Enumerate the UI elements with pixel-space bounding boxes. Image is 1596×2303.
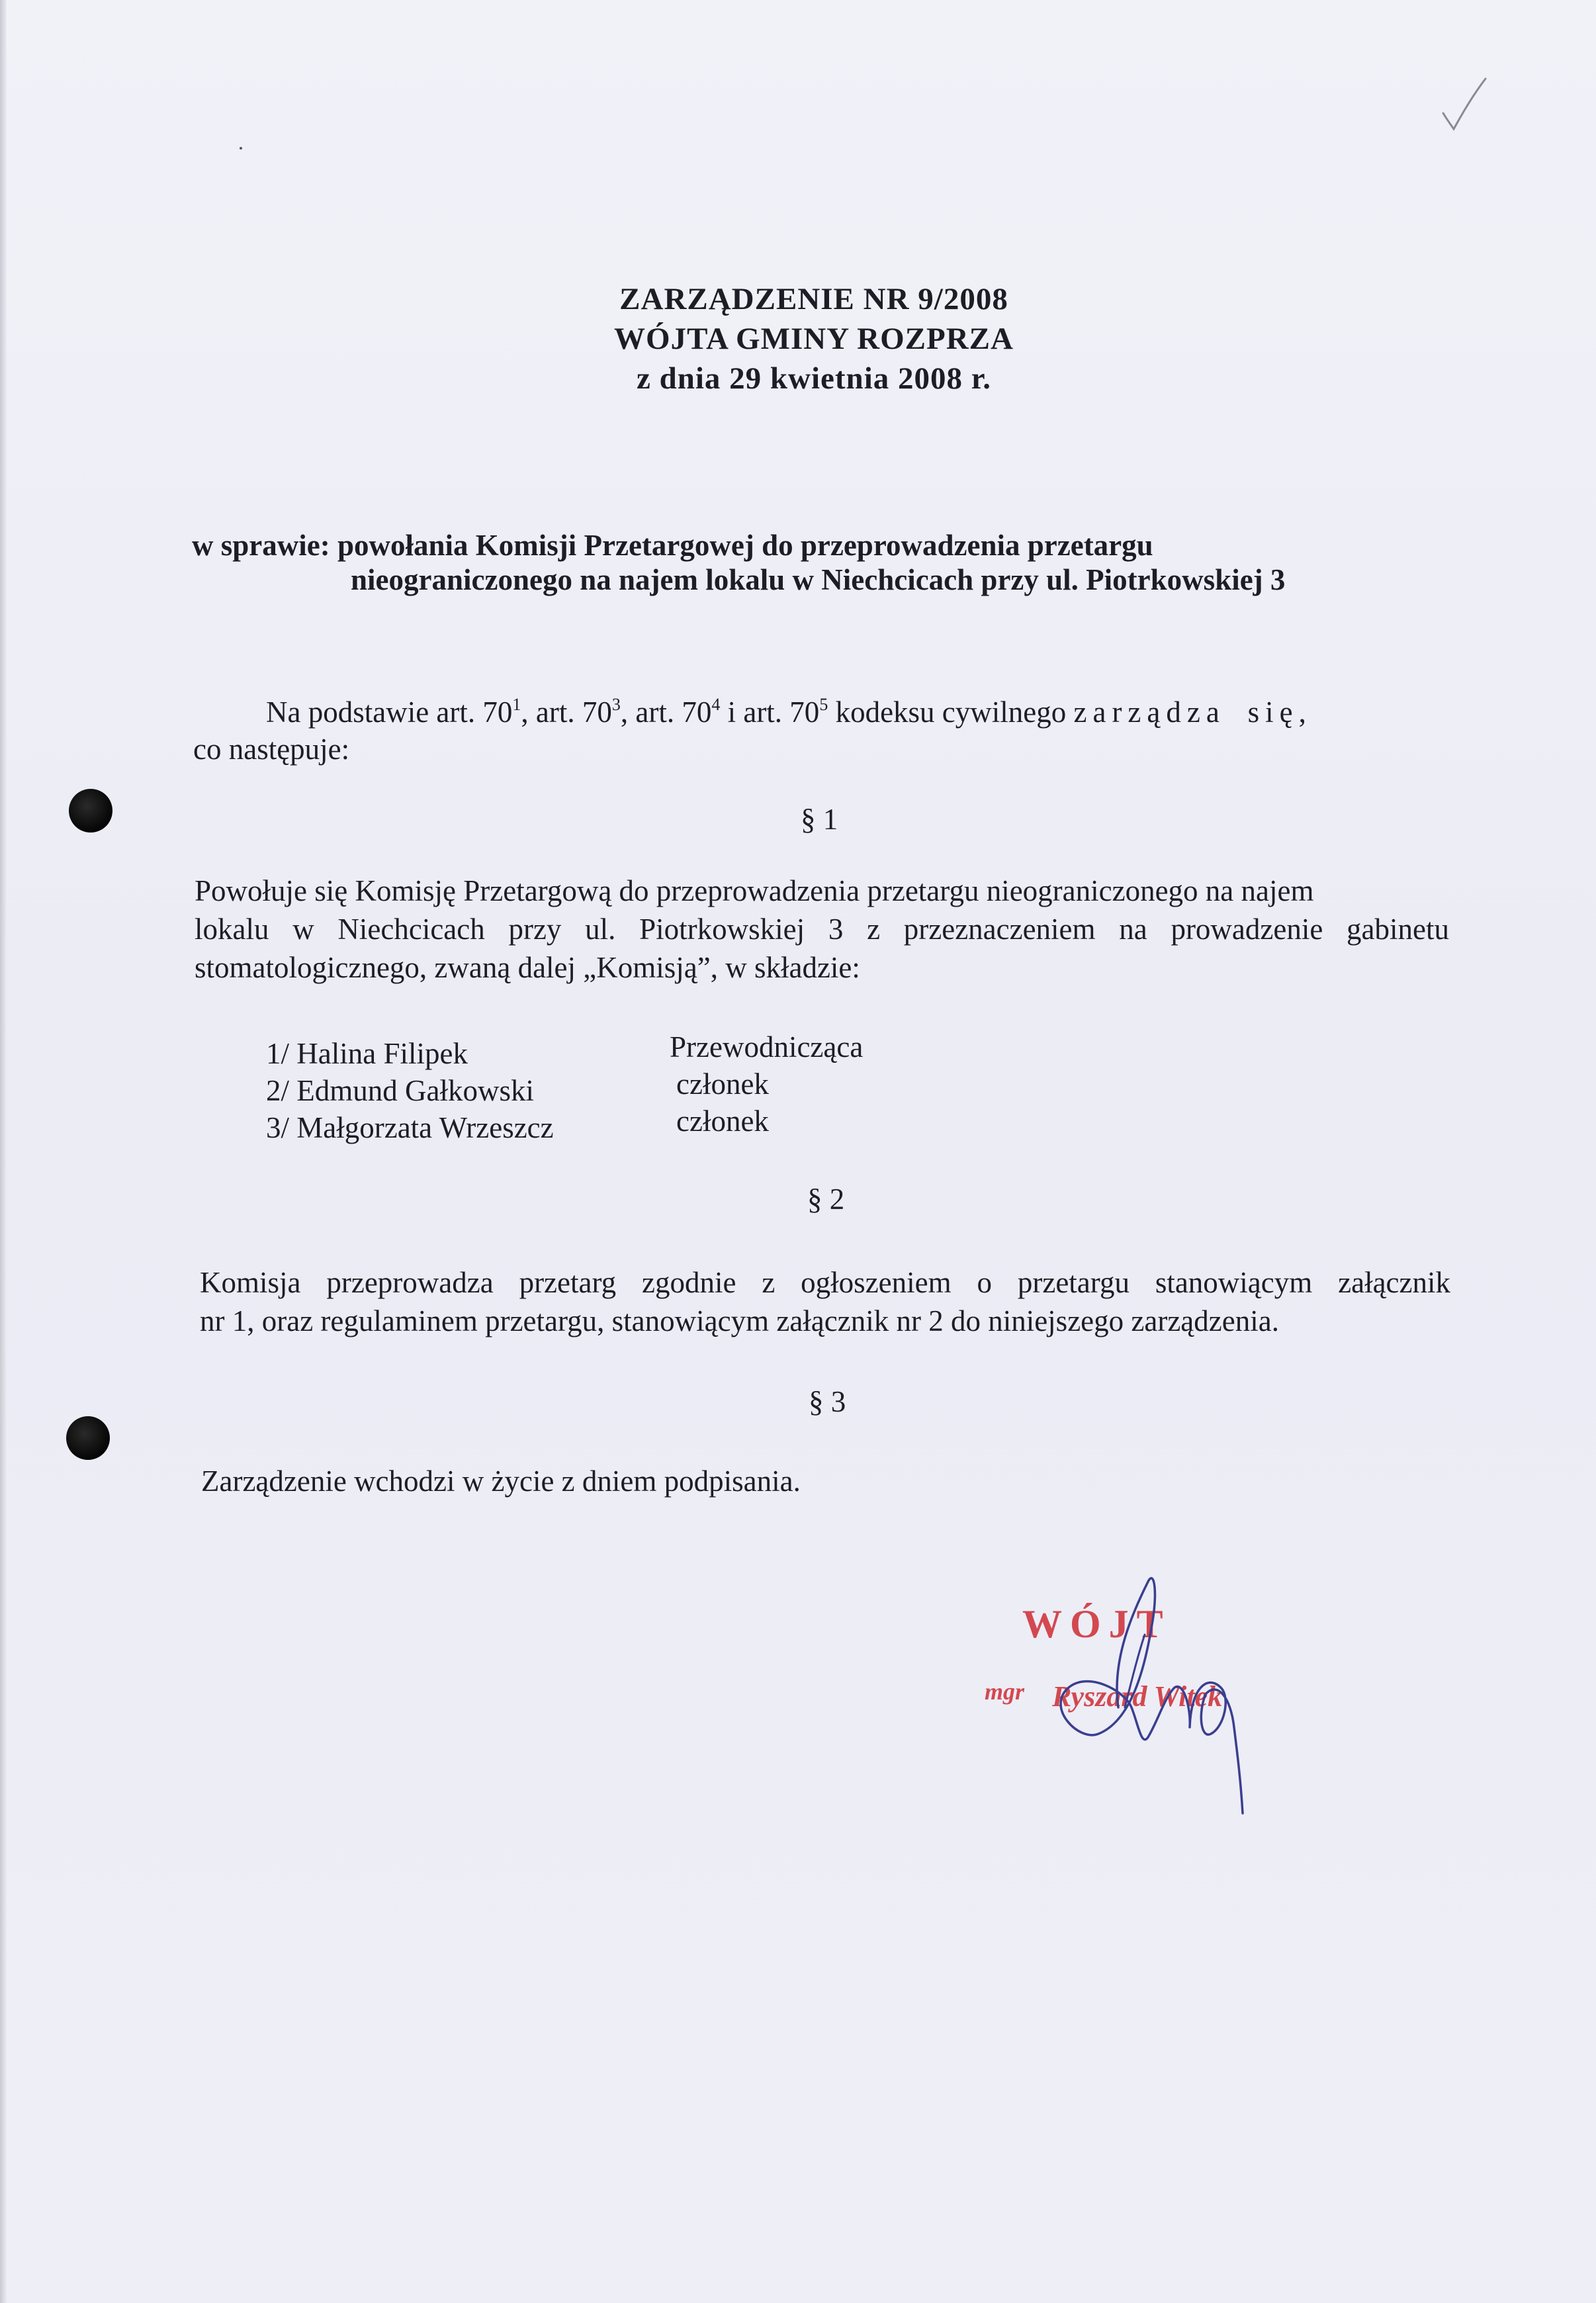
superscript: 3 — [611, 695, 621, 714]
preamble-text: i art. 70 — [720, 696, 820, 729]
preamble-line-2: co następuje: — [193, 733, 350, 766]
punch-hole-bottom — [66, 1416, 110, 1460]
member-name: 3/ Małgorzata Wrzeszcz — [266, 1111, 554, 1144]
section-1-line-3: stomatologicznego, zwaną dalej „Komisją”, w składzie: — [195, 951, 860, 984]
section-2-line-1: Komisja przeprowadza przetarg zgodnie z ogłoszeniem o przetargu stanowiącym załącznik — [200, 1266, 1450, 1299]
preamble-emphasis: się, — [1247, 696, 1312, 729]
superscript: 4 — [711, 695, 721, 714]
section-1-line-1: Powołuje się Komisję Przetargową do przeprowadzenia przetargu nieograniczonego na najem — [195, 874, 1314, 907]
document-title: ZARZĄDZENIE NR 9/2008 — [619, 282, 1008, 316]
subject-line-1: w sprawie: powołania Komisji Przetargowej do przeprowadzenia przetargu — [192, 529, 1153, 562]
superscript: 1 — [512, 695, 521, 714]
punch-hole-top — [69, 789, 112, 833]
issuer-line: WÓJTA GMINY ROZPRZA — [614, 322, 1014, 356]
section-3-line-1: Zarządzenie wchodzi w życie z dniem podpisania. — [201, 1465, 801, 1498]
preamble-text: , art. 70 — [521, 696, 612, 729]
preamble-emphasis: zarządza — [1073, 696, 1225, 729]
section-1-heading: § 1 — [801, 803, 838, 836]
stamp-name: Ryszard Witek — [1052, 1680, 1223, 1713]
stamp-title: WÓJT — [1022, 1602, 1171, 1646]
preamble-text: kodeksu cywilnego — [828, 696, 1074, 729]
stamp-prefix: mgr — [985, 1678, 1025, 1705]
member-name: 2/ Edmund Gałkowski — [266, 1074, 534, 1107]
section-2-line-2: nr 1, oraz regulaminem przetargu, stanowiącym załącznik nr 2 do niniejszego zarządzenia. — [200, 1304, 1279, 1337]
superscript: 5 — [819, 695, 828, 714]
subject-line-2: nieograniczonego na najem lokalu w Niechcicach przy ul. Piotrkowskiej 3 — [351, 563, 1286, 596]
member-role: członek — [676, 1105, 769, 1138]
date-line: z dnia 29 kwietnia 2008 r. — [636, 361, 992, 396]
member-name: 1/ Halina Filipek — [266, 1037, 468, 1070]
member-role: członek — [676, 1067, 769, 1101]
signature-image — [1032, 1555, 1310, 1820]
preamble-text: , art. 70 — [620, 696, 712, 729]
section-2-heading: § 2 — [807, 1183, 845, 1216]
section-1-line-2: lokalu w Niechcicach przy ul. Piotrkowskiej 3 z przeznaczeniem na prowadzenie gabinetu — [195, 913, 1449, 946]
preamble-line-1 — [266, 695, 1312, 729]
section-3-heading: § 3 — [809, 1385, 846, 1418]
scan-speck — [240, 147, 242, 150]
member-role: Przewodnicząca — [670, 1030, 864, 1063]
check-mark-icon — [1439, 76, 1492, 139]
preamble-text-start: Na podstawie art. 70 — [266, 696, 513, 729]
